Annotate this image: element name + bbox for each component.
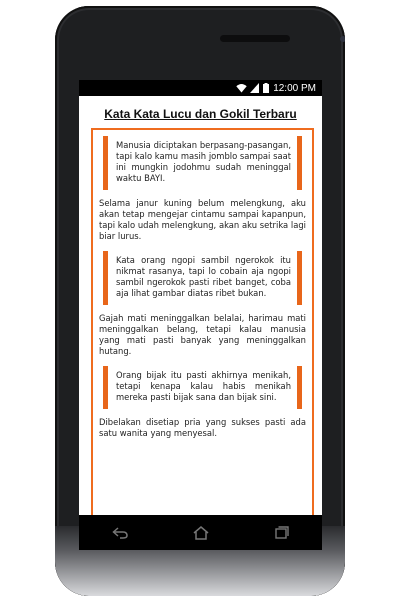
quote-box	[103, 366, 302, 409]
speaker-grille	[220, 35, 290, 42]
quote-box	[103, 251, 302, 305]
wifi-icon	[236, 83, 246, 93]
status-bar	[79, 80, 322, 96]
paragraph: Dibelakan disetiap pria yang sukses pasti ada satu wanita yang menyesal.	[99, 417, 306, 438]
content-frame[interactable]	[91, 128, 314, 515]
navigation-bar	[79, 515, 322, 550]
back-icon[interactable]	[105, 523, 135, 543]
paragraph: Gajah mati meninggalkan belalai, harimau mati meninggalkan belang, tetapi kalau manusia yang mati pasti banyak yang meninggalkan hutang.	[99, 313, 306, 356]
front-camera	[340, 36, 345, 42]
signal-icon	[250, 83, 259, 93]
battery-icon	[263, 83, 269, 93]
screen	[79, 80, 322, 515]
paragraph: Selama janur kuning belum melengkung, aku akan tetap mengejar cintamu sampai kapanpun, tapi kalo udah melengkung, akan aku setrika lagi biar lurus.	[99, 198, 306, 241]
status-time: 12:00 PM	[273, 82, 316, 94]
quote-box	[103, 136, 302, 190]
quote-text: Orang bijak itu pasti akhirnya menikah, tetapi kenapa kalau habis menikah mereka pasti bijak sana dan bijak sini.	[116, 370, 291, 402]
app-title: Kata Kata Lucu dan Gokil Terbaru	[104, 107, 297, 121]
recent-apps-icon[interactable]	[267, 523, 297, 543]
quote-text: Manusia diciptakan berpasang-pasangan, tapi kalo kamu masih jomblo sampai saat ini mungkin jodohmu sudah meninggal waktu BAYI.	[116, 140, 291, 183]
home-icon[interactable]	[186, 523, 216, 543]
quote-text: Kata orang ngopi sambil ngerokok itu nikmat rasanya, tapi lo cobain aja ngopi sambil ngerokok pasti ribet banget, coba aja lihat gambar diatas ribet bukan.	[116, 255, 291, 298]
